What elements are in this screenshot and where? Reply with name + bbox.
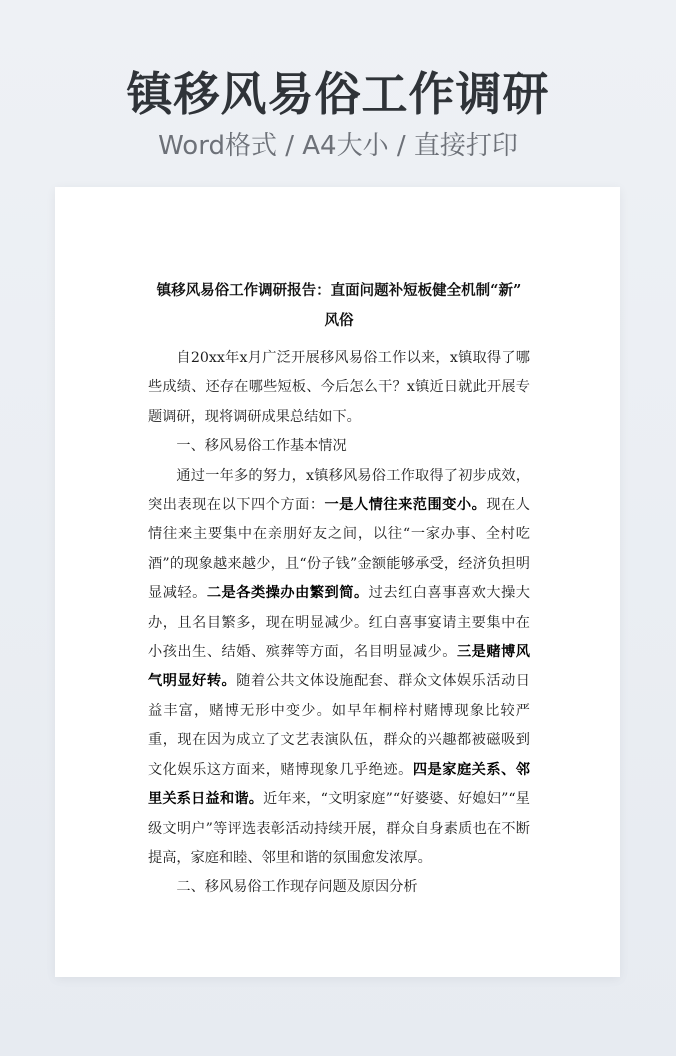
highlight-point-4: 四是家庭关系、邻里关系日益和谐。	[148, 761, 530, 808]
highlight-point-3: 三是赌博风气明显好转。	[148, 644, 530, 690]
body-text-2: 现在人情往来主要集中在亲朋好友之间，以往“一家办事、全村吃酒”的现象越来越少，且“份子钱”金额能够承受，经济负担明显减轻。	[148, 497, 530, 602]
section1-paragraph	[148, 462, 530, 874]
body-text-5: 近年来，“文明家庭”“好婆婆、好媳妇”“星级文明户”等评选表彰活动持续开展，群众自身素质也在不断提高，家庭和睦、邻里和谐的氛围愈发浓厚。	[148, 791, 530, 866]
page-header	[0, 62, 676, 164]
highlight-point-1: 一是人情往来范围变小。	[324, 497, 487, 514]
body-text-1: 通过一年多的努力，x镇移风易俗工作取得了初步成效，突出表现在以下四个方面：	[148, 467, 530, 514]
document-title	[148, 276, 530, 336]
section-heading-1: 一、移风易俗工作基本情况	[176, 438, 347, 455]
body-text-3: 过去红白喜事喜欢大操大办，且名目繁多，现在明显减少。红白喜事宴请主要集中在小孩出生、结婚、殡葬等方面，名目明显减少。	[148, 585, 530, 661]
document-body	[148, 276, 530, 903]
intro-paragraph: 自20xx年x月广泛开展移风易俗工作以来，x镇取得了哪些成绩、还存在哪些短板、今后怎么干？x镇近日就此开展专题调研，现将调研成果总结如下。	[148, 350, 530, 425]
document-title-line1: 镇移风易俗工作调研报告：直面问题补短板健全机制“新”	[156, 282, 522, 299]
section-heading-2: 二、移风易俗工作现存问题及原因分析	[176, 879, 418, 896]
page-subtitle: Word格式 / A4大小 / 直接打印	[158, 131, 518, 161]
body-text-4: 随着公共文体设施配套、群众文体娱乐活动日益丰富，赌博无形中变少。如早年桐梓村赌博现象比较严重，现在因为成立了文艺表演队伍，群众的兴趣都被磁吸到文化娱乐这方面来，赌博现象几乎绝迹。	[148, 673, 530, 778]
document-page	[55, 187, 620, 977]
page-title: 镇移风易俗工作调研	[126, 67, 550, 121]
highlight-point-2: 二是各类操办由繁到简。	[206, 585, 369, 602]
document-title-line2: 风俗	[324, 312, 354, 329]
